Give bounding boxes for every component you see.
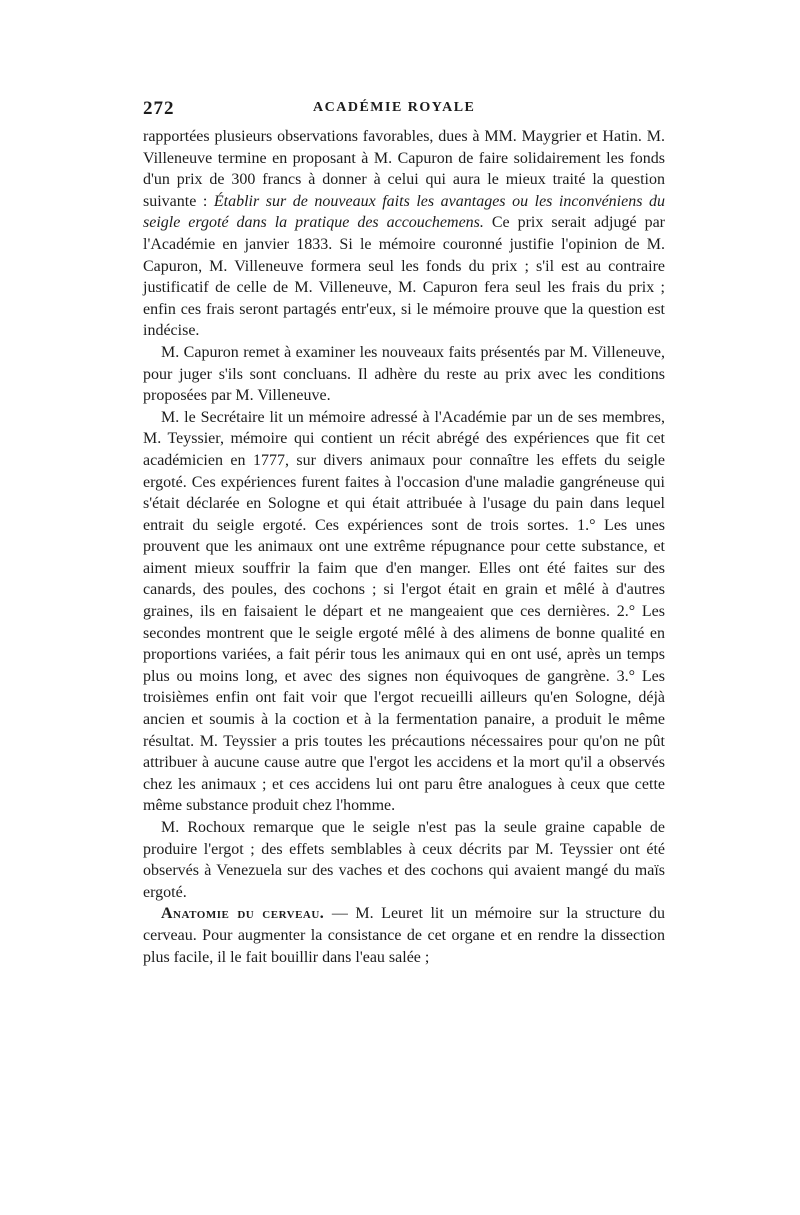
paragraph-3: M. le Secrétaire lit un mémoire adressé à l'Académie par un de ses membres, M. Teyssier, mémoire qui contient un récit abrégé des expériences que fit cet académicien en 1777, sur divers animaux pour connaître les effets du seigle ergoté. Ces expériences furent faites à l'occasion d'une maladie gangréneuse qui s'était déclarée en Sologne et qui était attribuée à l'usage du pain dans lequel entrait du seigle ergoté. Ces expériences sont de trois sortes. 1.° Les unes prouvent que les animaux ont une extrême répugnance pour cette substance, et aiment mieux souffrir la faim que d'en manger. Elles ont été faites sur des canards, des poules, des cochons ; si l'ergot était en grain et mêlé à d'autres graines, ils en faisaient le départ et ne mangeaient que ces dernières. 2.° Les secondes montrent que le seigle ergoté mêlé à des alimens de bonne qualité en proportions variées, a fait périr tous les animaux qui en ont usé, après un temps plus ou moins long, et avec des signes non équivoques de gangrène. 3.° Les troisièmes enfin ont fait voir que l'ergot recueilli ailleurs qu'en Sologne, déjà ancien et soumis à la coction et à la fermentation panaire, a produit le même résultat. M. Teyssier a pris toutes les précautions nécessaires pour qu'on ne pût attribuer à aucune cause autre que l'ergot les accidens et la mort qu'il a observés chez les animaux ; et ces accidens lui ont paru être analogues à ceux que cette même substance produit chez l'homme. xyxy=(143,408,665,815)
paragraph-1-text-c: Ce prix serait adjugé par l'Académie en janvier 1833. Si le mémoire couronné justifie l'opinion de M. Capuron, M. Villeneuve formera seul les fonds du prix ; s'il est au contraire justificatif de celle de M. Villeneuve, M. Capuron fera seul les frais du prix ; enfin ces frais seront partagés entr'eux, si le mémoire prouve que la question est indécise. xyxy=(143,214,666,340)
paragraph-1 xyxy=(143,126,665,342)
paragraph-1-text-a: rapportées plusieurs observations favorables, dues à MM. Maygrier et Hatin. M. Villeneuve termine en proposant à M. Capuron de faire solidairement les fonds d'un prix de 300 francs à donner à celui qui aura le mieux traité la question suivante : xyxy=(143,128,665,210)
paragraph-2: M. Capuron remet à examiner les nouveaux faits présentés par M. Villeneuve, pour juger s'ils sont concluans. Il adhère du reste au prix avec les conditions proposées par M. Villeneuve. xyxy=(143,343,665,405)
book-page xyxy=(143,98,665,968)
page-number: 272 xyxy=(143,98,175,119)
page-body xyxy=(143,126,665,968)
paragraph-5 xyxy=(143,903,665,968)
paragraph-5-text: — M. Leuret lit un mémoire sur la structure du cerveau. Pour augmenter la consistance de cet organe et en rendre la dissection plus facile, il le fait bouillir dans l'eau salée ; xyxy=(143,905,665,966)
running-head: ACADÉMIE ROYALE xyxy=(313,100,476,115)
section-heading: Anatomie du cerveau. xyxy=(161,905,325,923)
page-header xyxy=(143,98,665,122)
prize-question: Établir sur de nouveaux faits les avantages ou les inconvéniens du seigle ergoté dans la pratique des accouchemens. xyxy=(143,192,666,232)
paragraph-4: M. Rochoux remarque que le seigle n'est pas la seule graine capable de produire l'ergot ; des effets semblables à ceux décrits par M. Teyssier ont été observés à Venezuela sur des vaches et des cochons qui avaient mangé du maïs ergoté. xyxy=(143,819,665,901)
